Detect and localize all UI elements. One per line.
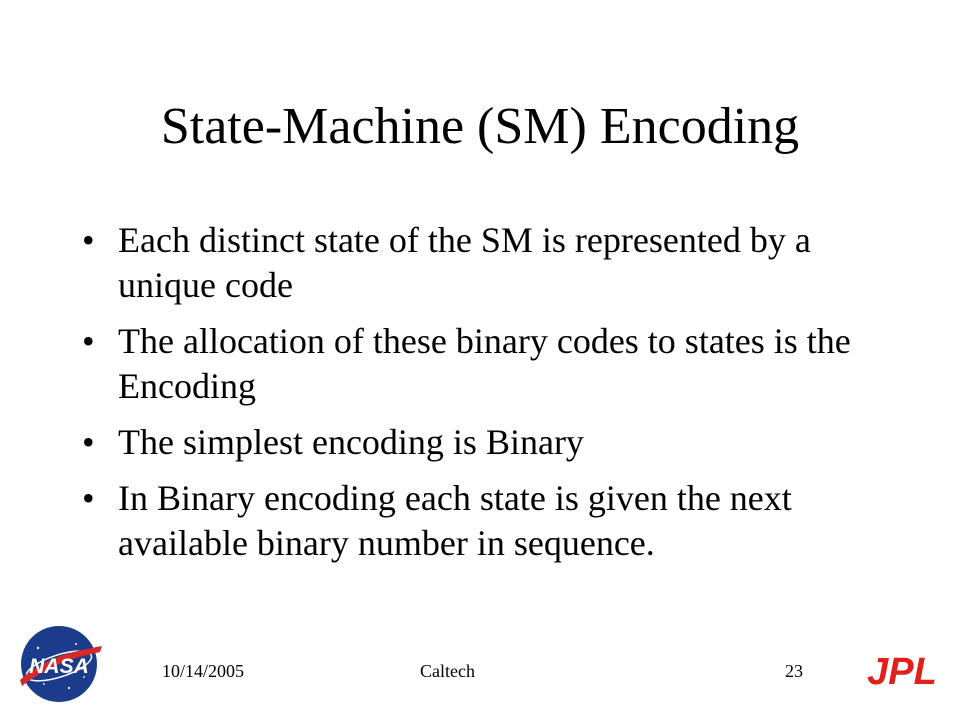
bullet-marker: •	[82, 321, 95, 361]
footer-organization: Caltech	[420, 661, 475, 681]
bullet-text: Each distinct state of the SM is represented by a unique code	[118, 220, 811, 305]
bullet-text: In Binary encoding each state is given the next available binary number in sequence.	[118, 478, 792, 563]
footer-date: 10/14/2005	[162, 661, 245, 681]
bullet-item	[80, 420, 880, 465]
nasa-logo-text: NASA	[29, 655, 89, 678]
bullet-item	[80, 319, 880, 409]
bullet-item	[80, 218, 880, 308]
jpl-logo-text: JPL	[867, 651, 937, 690]
bullet-item	[80, 476, 880, 566]
footer-page-number: 23	[785, 661, 803, 681]
slide-title: State-Machine (SM) Encoding	[160, 98, 800, 155]
bullet-marker: •	[82, 220, 95, 260]
nasa-logo-icon	[14, 622, 104, 706]
bullet-marker: •	[82, 422, 95, 462]
bullet-text: The simplest encoding is Binary	[118, 422, 584, 462]
jpl-logo-icon	[852, 650, 952, 690]
bullet-list	[80, 218, 880, 577]
bullet-marker: •	[82, 478, 95, 518]
bullet-text: The allocation of these binary codes to states is the Encoding	[118, 321, 851, 406]
